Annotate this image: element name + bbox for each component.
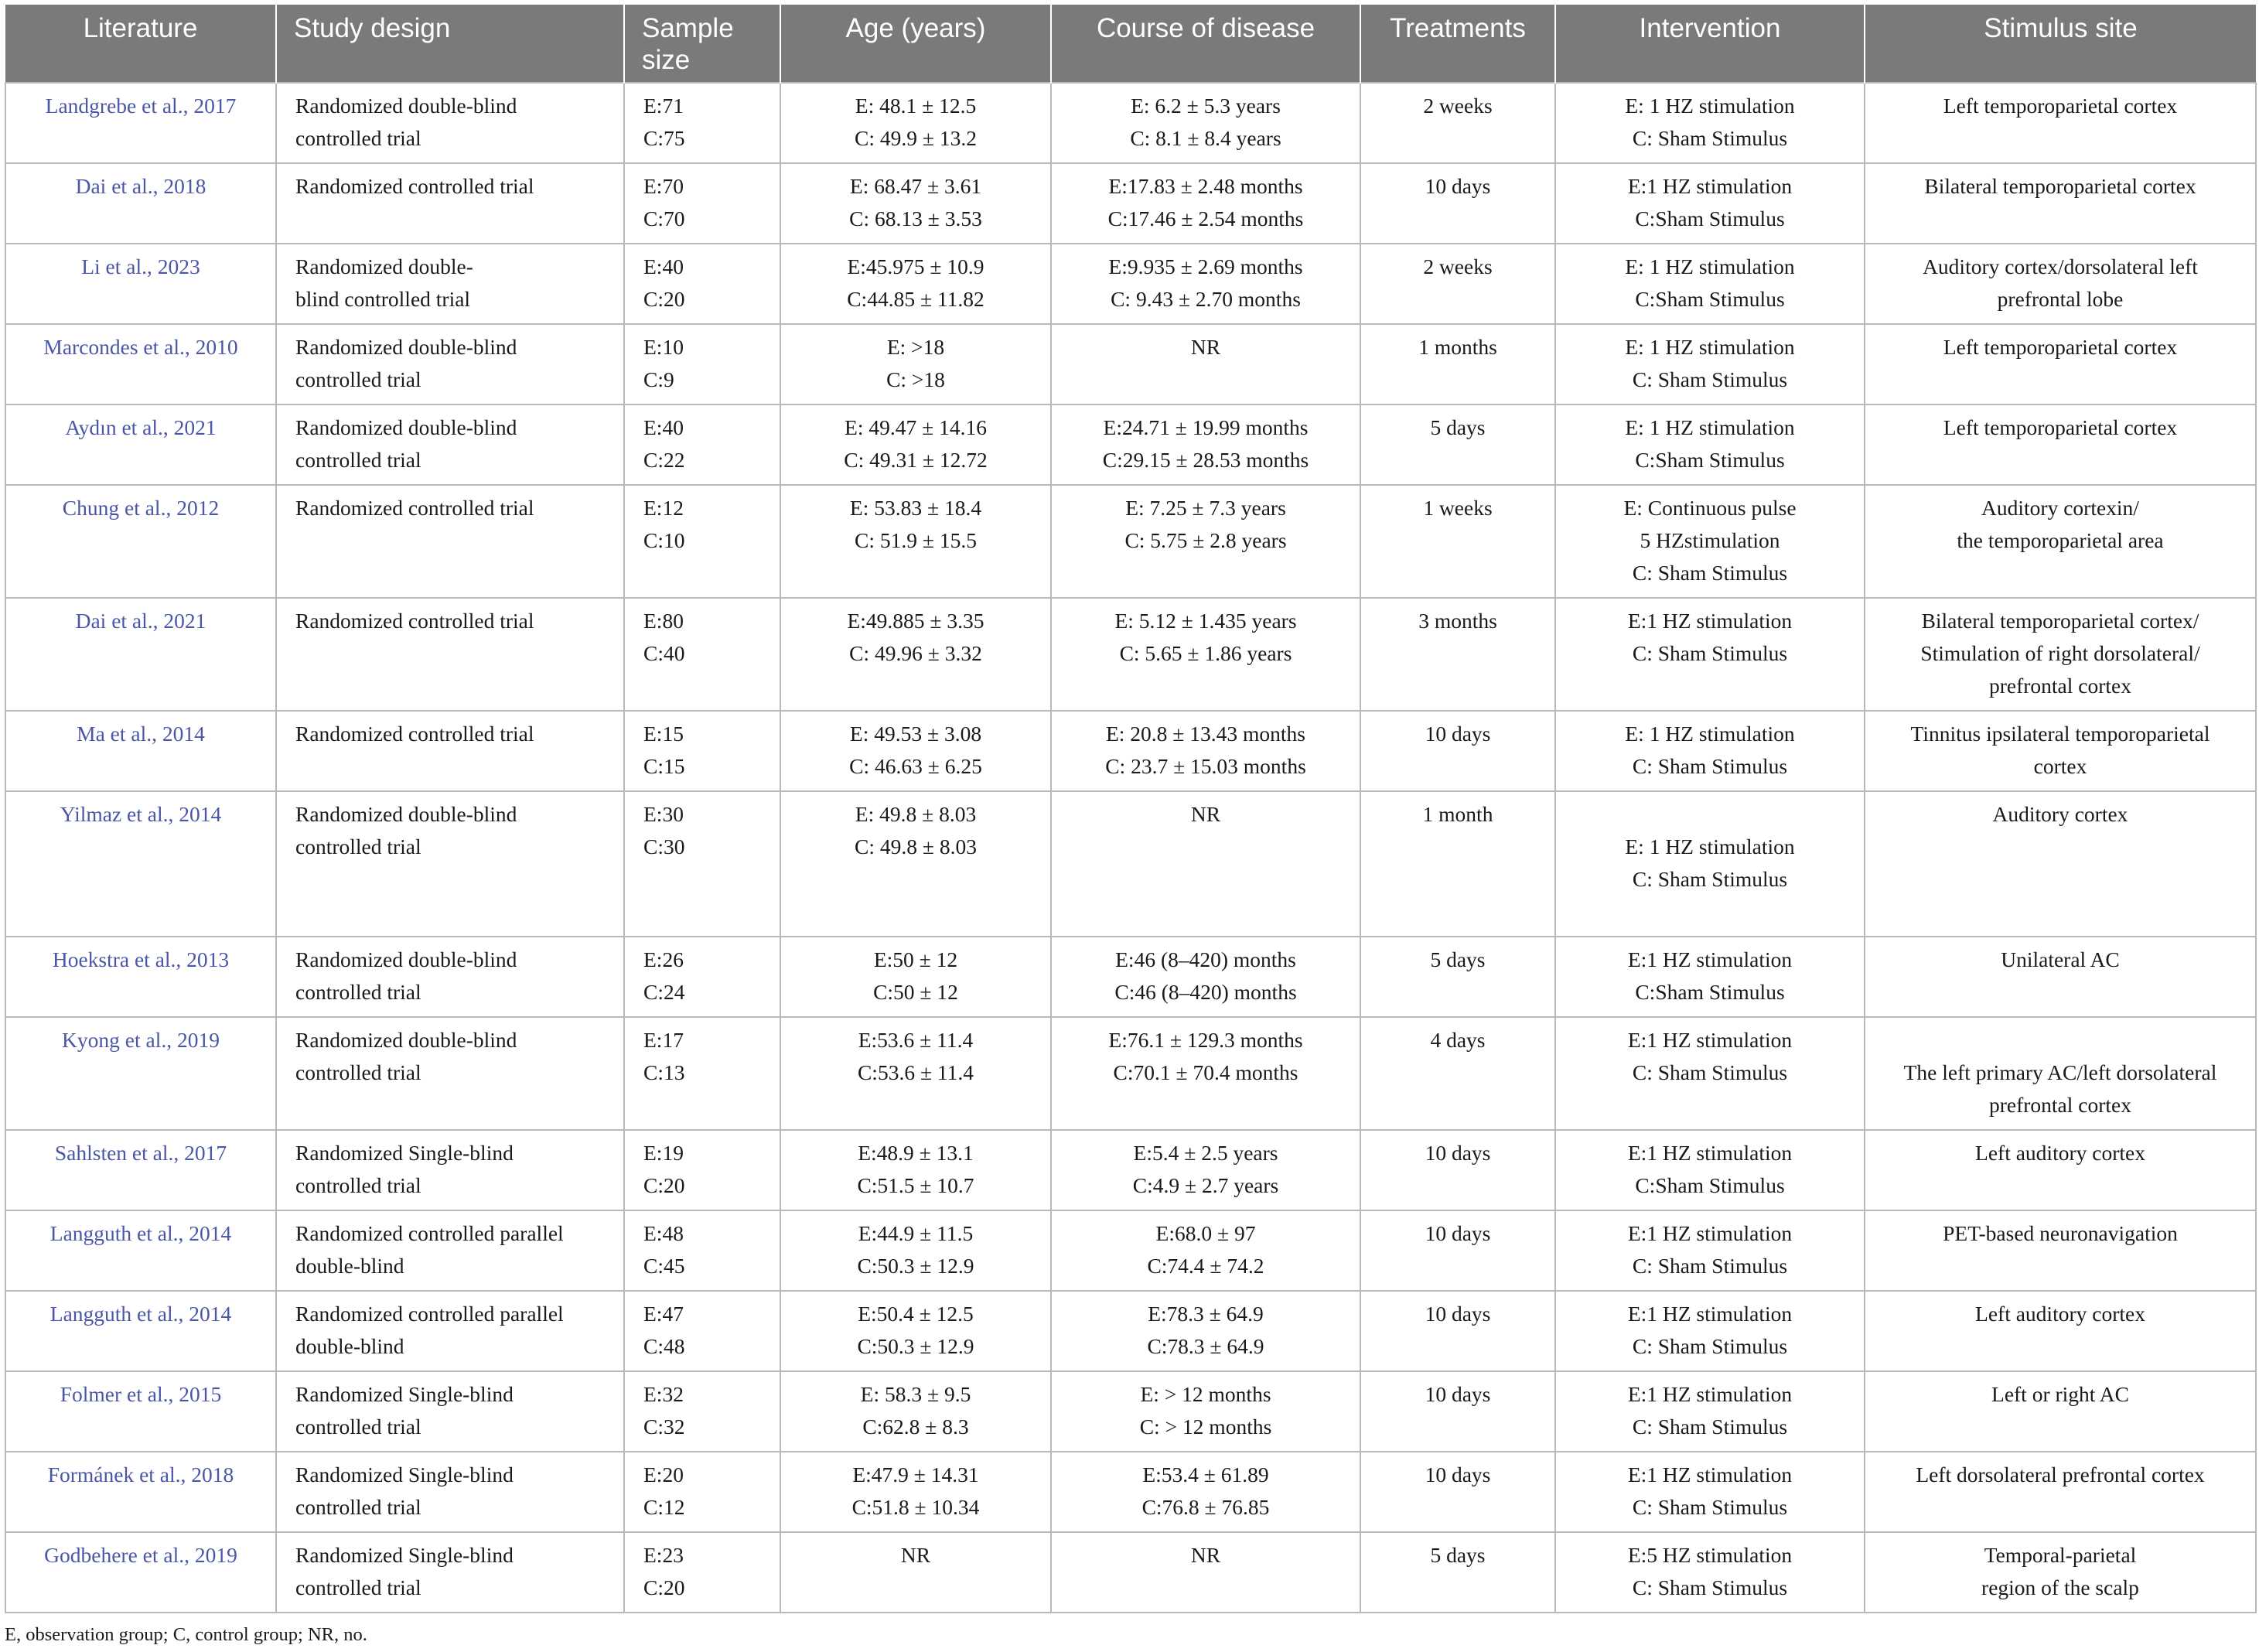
cell-treatments: 4 days	[1360, 1017, 1555, 1130]
cell-stimulus-site: Left auditory cortex	[1865, 1291, 2256, 1371]
cell-treatments: 10 days	[1360, 1291, 1555, 1371]
cell-literature[interactable]: Dai et al., 2018	[5, 163, 276, 244]
cell-stimulus-site: Left temporoparietal cortex	[1865, 404, 2256, 485]
cell-study-design: Randomized controlled trial	[276, 163, 624, 244]
cell-literature[interactable]: Langguth et al., 2014	[5, 1291, 276, 1371]
cell-literature[interactable]: Sahlsten et al., 2017	[5, 1130, 276, 1210]
table-row	[5, 1210, 2256, 1291]
cell-literature[interactable]: Chung et al., 2012	[5, 485, 276, 598]
cell-stimulus-site: Left temporoparietal cortex	[1865, 324, 2256, 404]
cell-age: NR	[780, 1532, 1051, 1613]
cell-literature[interactable]: Landgrebe et al., 2017	[5, 83, 276, 163]
table-row	[5, 1291, 2256, 1371]
cell-literature[interactable]: Marcondes et al., 2010	[5, 324, 276, 404]
cell-study-design: Randomized double-blind controlled trial	[276, 937, 624, 1017]
table-row	[5, 163, 2256, 244]
cell-treatments: 10 days	[1360, 711, 1555, 791]
header-row	[5, 5, 2256, 83]
cell-treatments: 10 days	[1360, 1130, 1555, 1210]
table-row	[5, 83, 2256, 163]
cell-literature[interactable]: Yilmaz et al., 2014	[5, 791, 276, 937]
table-row	[5, 244, 2256, 324]
header-stimulus-site: Stimulus site	[1865, 5, 2256, 83]
cell-age: E: 49.8 ± 8.03 C: 49.8 ± 8.03	[780, 791, 1051, 937]
cell-sample-size: E:32 C:32	[624, 1371, 780, 1452]
cell-study-design: Randomized double-blind controlled trial	[276, 791, 624, 937]
cell-course-of-disease: E:76.1 ± 129.3 months C:70.1 ± 70.4 months	[1051, 1017, 1360, 1130]
cell-literature[interactable]: Folmer et al., 2015	[5, 1371, 276, 1452]
cell-age: E: 58.3 ± 9.5 C:62.8 ± 8.3	[780, 1371, 1051, 1452]
cell-sample-size: E:23 C:20	[624, 1532, 780, 1613]
cell-stimulus-site: Left temporoparietal cortex	[1865, 83, 2256, 163]
cell-course-of-disease: E: > 12 months C: > 12 months	[1051, 1371, 1360, 1452]
cell-course-of-disease: E:5.4 ± 2.5 years C:4.9 ± 2.7 years	[1051, 1130, 1360, 1210]
cell-age: E: >18 C: >18	[780, 324, 1051, 404]
study-table-container	[5, 5, 2255, 1613]
cell-stimulus-site: Auditory cortex/dorsolateral left prefrontal lobe	[1865, 244, 2256, 324]
cell-course-of-disease: E: 6.2 ± 5.3 years C: 8.1 ± 8.4 years	[1051, 83, 1360, 163]
cell-course-of-disease: E:46 (8–420) months C:46 (8–420) months	[1051, 937, 1360, 1017]
cell-course-of-disease: E:68.0 ± 97 C:74.4 ± 74.2	[1051, 1210, 1360, 1291]
cell-study-design: Randomized double-blind controlled trial	[276, 83, 624, 163]
cell-study-design: Randomized double- blind controlled trial	[276, 244, 624, 324]
cell-intervention: E: 1 HZ stimulation C: Sham Stimulus	[1555, 83, 1865, 163]
cell-intervention: E:1 HZ stimulation C:Sham Stimulus	[1555, 1130, 1865, 1210]
cell-study-design: Randomized controlled trial	[276, 485, 624, 598]
cell-literature[interactable]: Aydın et al., 2021	[5, 404, 276, 485]
table-row	[5, 1130, 2256, 1210]
cell-age: E:44.9 ± 11.5 C:50.3 ± 12.9	[780, 1210, 1051, 1291]
cell-literature[interactable]: Dai et al., 2021	[5, 598, 276, 711]
header-intervention: Intervention	[1555, 5, 1865, 83]
cell-age: E:53.6 ± 11.4 C:53.6 ± 11.4	[780, 1017, 1051, 1130]
header-treatments: Treatments	[1360, 5, 1555, 83]
cell-course-of-disease: NR	[1051, 791, 1360, 937]
cell-intervention: E: 1 HZ stimulation C: Sham Stimulus	[1555, 791, 1865, 937]
cell-stimulus-site: Left auditory cortex	[1865, 1130, 2256, 1210]
cell-intervention: E: 1 HZ stimulation C:Sham Stimulus	[1555, 244, 1865, 324]
cell-age: E: 53.83 ± 18.4 C: 51.9 ± 15.5	[780, 485, 1051, 598]
cell-sample-size: E:40 C:20	[624, 244, 780, 324]
cell-sample-size: E:12 C:10	[624, 485, 780, 598]
cell-treatments: 10 days	[1360, 163, 1555, 244]
table-row	[5, 711, 2256, 791]
cell-course-of-disease: E: 20.8 ± 13.43 months C: 23.7 ± 15.03 months	[1051, 711, 1360, 791]
cell-study-design: Randomized Single-blind controlled trial	[276, 1532, 624, 1613]
cell-study-design: Randomized Single-blind controlled trial	[276, 1452, 624, 1532]
cell-treatments: 5 days	[1360, 404, 1555, 485]
cell-age: E: 48.1 ± 12.5 C: 49.9 ± 13.2	[780, 83, 1051, 163]
cell-age: E: 49.53 ± 3.08 C: 46.63 ± 6.25	[780, 711, 1051, 791]
cell-literature[interactable]: Langguth et al., 2014	[5, 1210, 276, 1291]
cell-intervention: E:1 HZ stimulation C: Sham Stimulus	[1555, 1452, 1865, 1532]
header-sample-size: Sample size	[624, 5, 780, 83]
cell-treatments: 1 months	[1360, 324, 1555, 404]
cell-stimulus-site: Left dorsolateral prefrontal cortex	[1865, 1452, 2256, 1532]
cell-sample-size: E:40 C:22	[624, 404, 780, 485]
cell-treatments: 5 days	[1360, 1532, 1555, 1613]
table-footnote: E, observation group; C, control group; NR, no.	[5, 1624, 367, 1645]
cell-course-of-disease: E:17.83 ± 2.48 months C:17.46 ± 2.54 months	[1051, 163, 1360, 244]
cell-sample-size: E:19 C:20	[624, 1130, 780, 1210]
cell-intervention: E:1 HZ stimulation C: Sham Stimulus	[1555, 1017, 1865, 1130]
cell-study-design: Randomized controlled parallel double-blind	[276, 1210, 624, 1291]
cell-sample-size: E:47 C:48	[624, 1291, 780, 1371]
cell-stimulus-site: Tinnitus ipsilateral temporoparietal cortex	[1865, 711, 2256, 791]
cell-age: E:48.9 ± 13.1 C:51.5 ± 10.7	[780, 1130, 1051, 1210]
cell-intervention: E:1 HZ stimulation C: Sham Stimulus	[1555, 598, 1865, 711]
cell-intervention: E:1 HZ stimulation C: Sham Stimulus	[1555, 1371, 1865, 1452]
cell-stimulus-site: Bilateral temporoparietal cortex	[1865, 163, 2256, 244]
table-row	[5, 791, 2256, 937]
cell-study-design: Randomized double-blind controlled trial	[276, 1017, 624, 1130]
cell-treatments: 1 month	[1360, 791, 1555, 937]
cell-age: E:47.9 ± 14.31 C:51.8 ± 10.34	[780, 1452, 1051, 1532]
cell-intervention: E:1 HZ stimulation C: Sham Stimulus	[1555, 1210, 1865, 1291]
cell-sample-size: E:70 C:70	[624, 163, 780, 244]
cell-study-design: Randomized controlled trial	[276, 598, 624, 711]
cell-intervention: E:1 HZ stimulation C: Sham Stimulus	[1555, 1291, 1865, 1371]
cell-sample-size: E:17 C:13	[624, 1017, 780, 1130]
cell-sample-size: E:80 C:40	[624, 598, 780, 711]
cell-sample-size: E:30 C:30	[624, 791, 780, 937]
cell-literature[interactable]: Kyong et al., 2019	[5, 1017, 276, 1130]
cell-sample-size: E:48 C:45	[624, 1210, 780, 1291]
cell-stimulus-site: Left or right AC	[1865, 1371, 2256, 1452]
cell-treatments: 5 days	[1360, 937, 1555, 1017]
cell-sample-size: E:10 C:9	[624, 324, 780, 404]
cell-study-design: Randomized Single-blind controlled trial	[276, 1130, 624, 1210]
cell-course-of-disease: E:78.3 ± 64.9 C:78.3 ± 64.9	[1051, 1291, 1360, 1371]
cell-literature[interactable]: Hoekstra et al., 2013	[5, 937, 276, 1017]
cell-age: E: 68.47 ± 3.61 C: 68.13 ± 3.53	[780, 163, 1051, 244]
cell-literature[interactable]: Formánek et al., 2018	[5, 1452, 276, 1532]
cell-age: E: 49.47 ± 14.16 C: 49.31 ± 12.72	[780, 404, 1051, 485]
cell-treatments: 10 days	[1360, 1452, 1555, 1532]
cell-intervention: E:1 HZ stimulation C:Sham Stimulus	[1555, 937, 1865, 1017]
header-study-design: Study design	[276, 5, 624, 83]
cell-course-of-disease: E: 7.25 ± 7.3 years C: 5.75 ± 2.8 years	[1051, 485, 1360, 598]
cell-treatments: 1 weeks	[1360, 485, 1555, 598]
cell-literature[interactable]: Godbehere et al., 2019	[5, 1532, 276, 1613]
cell-intervention: E: 1 HZ stimulation C:Sham Stimulus	[1555, 404, 1865, 485]
cell-treatments: 10 days	[1360, 1371, 1555, 1452]
cell-study-design: Randomized controlled parallel double-blind	[276, 1291, 624, 1371]
cell-course-of-disease: E:24.71 ± 19.99 months C:29.15 ± 28.53 months	[1051, 404, 1360, 485]
cell-sample-size: E:15 C:15	[624, 711, 780, 791]
cell-stimulus-site: Auditory cortexin/ the temporoparietal area	[1865, 485, 2256, 598]
cell-course-of-disease: NR	[1051, 324, 1360, 404]
cell-stimulus-site: The left primary AC/left dorsolateral prefrontal cortex	[1865, 1017, 2256, 1130]
cell-course-of-disease: E: 5.12 ± 1.435 years C: 5.65 ± 1.86 years	[1051, 598, 1360, 711]
study-characteristics-table	[5, 5, 2257, 1613]
cell-treatments: 10 days	[1360, 1210, 1555, 1291]
table-row	[5, 324, 2256, 404]
table-row	[5, 1371, 2256, 1452]
cell-stimulus-site: Unilateral AC	[1865, 937, 2256, 1017]
table-row	[5, 485, 2256, 598]
cell-course-of-disease: E:53.4 ± 61.89 C:76.8 ± 76.85	[1051, 1452, 1360, 1532]
table-row	[5, 1532, 2256, 1613]
cell-intervention: E: Continuous pulse 5 HZstimulation C: Sham Stimulus	[1555, 485, 1865, 598]
cell-age: E:50.4 ± 12.5 C:50.3 ± 12.9	[780, 1291, 1051, 1371]
cell-sample-size: E:26 C:24	[624, 937, 780, 1017]
cell-age: E:45.975 ± 10.9 C:44.85 ± 11.82	[780, 244, 1051, 324]
cell-course-of-disease: E:9.935 ± 2.69 months C: 9.43 ± 2.70 months	[1051, 244, 1360, 324]
cell-sample-size: E:71 C:75	[624, 83, 780, 163]
cell-treatments: 3 months	[1360, 598, 1555, 711]
cell-stimulus-site: Auditory cortex	[1865, 791, 2256, 937]
table-row	[5, 404, 2256, 485]
header-age: Age (years)	[780, 5, 1051, 83]
table-row	[5, 1452, 2256, 1532]
cell-stimulus-site: Temporal-parietal region of the scalp	[1865, 1532, 2256, 1613]
cell-study-design: Randomized double-blind controlled trial	[276, 324, 624, 404]
header-literature: Literature	[5, 5, 276, 83]
cell-study-design: Randomized controlled trial	[276, 711, 624, 791]
cell-stimulus-site: Bilateral temporoparietal cortex/ Stimulation of right dorsolateral/ prefrontal cortex	[1865, 598, 2256, 711]
cell-stimulus-site: PET-based neuronavigation	[1865, 1210, 2256, 1291]
cell-intervention: E: 1 HZ stimulation C: Sham Stimulus	[1555, 324, 1865, 404]
table-body	[5, 83, 2256, 1613]
cell-age: E:49.885 ± 3.35 C: 49.96 ± 3.32	[780, 598, 1051, 711]
cell-intervention: E:5 HZ stimulation C: Sham Stimulus	[1555, 1532, 1865, 1613]
cell-treatments: 2 weeks	[1360, 244, 1555, 324]
cell-intervention: E:1 HZ stimulation C:Sham Stimulus	[1555, 163, 1865, 244]
cell-literature[interactable]: Ma et al., 2014	[5, 711, 276, 791]
table-row	[5, 937, 2256, 1017]
header-course-of-disease: Course of disease	[1051, 5, 1360, 83]
cell-study-design: Randomized double-blind controlled trial	[276, 404, 624, 485]
table-row	[5, 598, 2256, 711]
table-row	[5, 1017, 2256, 1130]
cell-study-design: Randomized Single-blind controlled trial	[276, 1371, 624, 1452]
cell-literature[interactable]: Li et al., 2023	[5, 244, 276, 324]
cell-intervention: E: 1 HZ stimulation C: Sham Stimulus	[1555, 711, 1865, 791]
cell-treatments: 2 weeks	[1360, 83, 1555, 163]
cell-course-of-disease: NR	[1051, 1532, 1360, 1613]
cell-age: E:50 ± 12 C:50 ± 12	[780, 937, 1051, 1017]
cell-sample-size: E:20 C:12	[624, 1452, 780, 1532]
